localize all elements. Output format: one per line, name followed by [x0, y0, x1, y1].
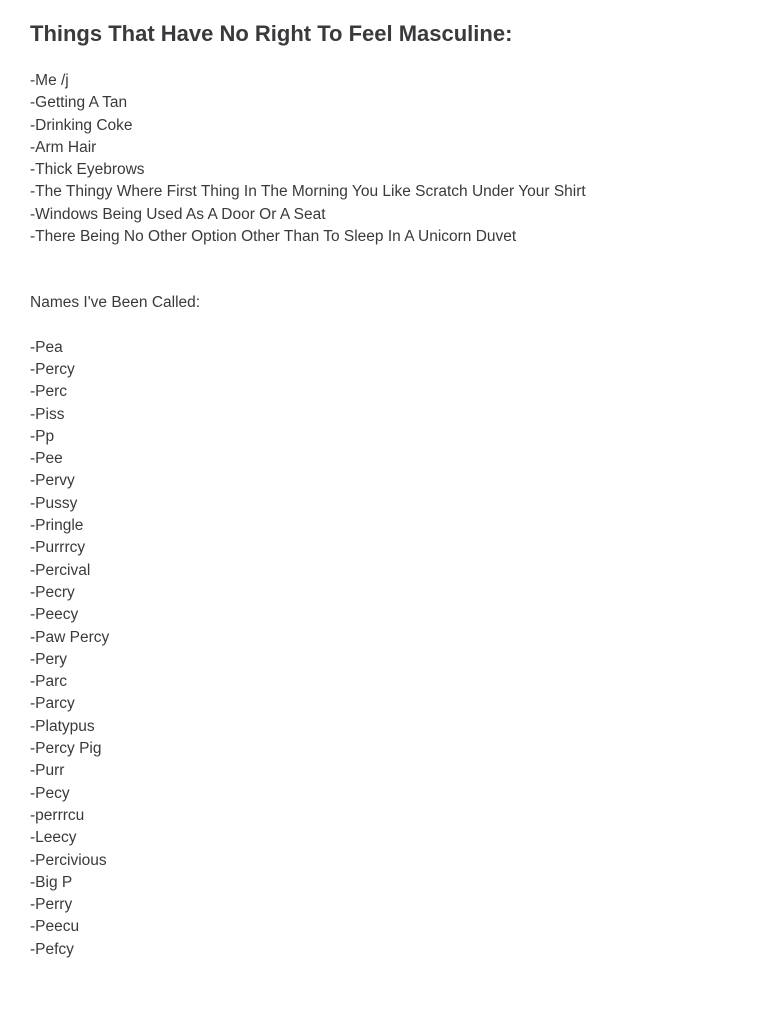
names-list-item: -Pussy: [30, 494, 78, 512]
names-list-item: -Parc: [30, 673, 68, 691]
names-heading: Names I've Been Called:: [30, 294, 201, 312]
names-list-item: -Peecy: [30, 606, 79, 624]
names-list-item: -Pery: [30, 650, 68, 668]
names-list-item: -Pringle: [30, 517, 84, 535]
names-list-item: -Big P: [30, 873, 73, 891]
names-list-item: -Pea: [30, 338, 63, 356]
things-list-item: -Drinking Coke: [30, 116, 133, 134]
names-list-item: -Perc: [30, 383, 68, 401]
names-list-item: -Pecry: [30, 583, 75, 601]
things-list-item: -Getting A Tan: [30, 94, 128, 112]
names-list-item: -Piss: [30, 405, 65, 423]
names-list: [30, 337, 738, 961]
names-list-item: -Pee: [30, 450, 63, 468]
things-list: [30, 70, 738, 248]
note-title: Things That Have No Right To Feel Masculine:: [30, 21, 513, 46]
things-list-item: -The Thingy Where First Thing In The Morning You Like Scratch Under Your Shirt: [30, 183, 586, 201]
things-list-item: -Me /j: [30, 72, 69, 89]
things-list-item: -Arm Hair: [30, 138, 97, 156]
names-list-item: -Paw Percy: [30, 628, 110, 646]
things-list-item: -There Being No Other Option Other Than To Sleep In A Unicorn Duvet: [30, 228, 517, 246]
names-list-item: -Percival: [30, 561, 91, 579]
names-list-item: -Leecy: [30, 829, 77, 847]
names-list-item: -Percy: [30, 360, 75, 378]
names-list-item: -Pervy: [30, 472, 75, 490]
names-list-item: -Peecu: [30, 918, 80, 936]
names-list-item: -Percivious: [30, 851, 107, 869]
names-list-item: -Purrrcy: [30, 539, 86, 557]
names-list-item: -Percy Pig: [30, 740, 102, 758]
things-list-item: -Thick Eyebrows: [30, 161, 145, 179]
names-list-item: -Platypus: [30, 717, 95, 735]
names-list-item: -Pp: [30, 427, 55, 445]
names-list-item: -Parcy: [30, 695, 75, 713]
names-list-item: -Purr: [30, 762, 65, 780]
names-list-item: -Pecy: [30, 784, 70, 802]
names-list-item: -perrrcu: [30, 806, 85, 824]
names-list-item: -Pefcy: [30, 940, 74, 958]
things-list-item: -Windows Being Used As A Door Or A Seat: [30, 205, 326, 223]
names-list-item: -Perry: [30, 896, 73, 914]
